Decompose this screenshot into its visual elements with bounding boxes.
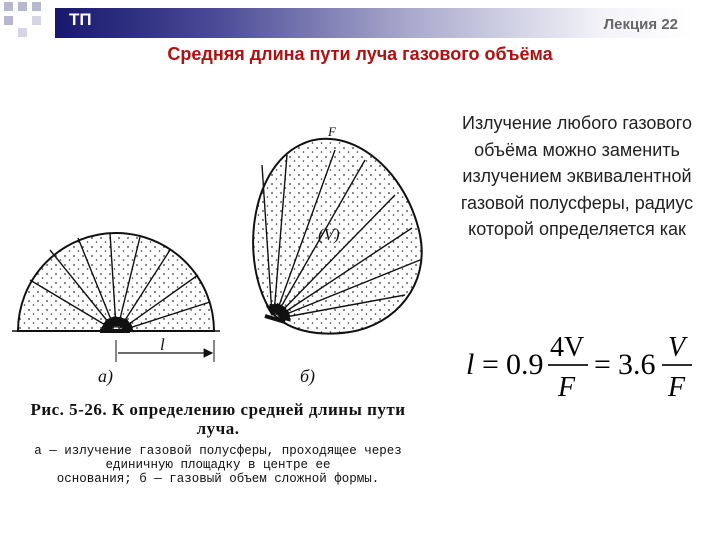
- mean-path-formula: [458, 322, 708, 402]
- slide-title: Средняя длина пути луча газового объёма: [167, 44, 553, 64]
- decorative-squares: [0, 0, 60, 40]
- formula-eq-1: =: [482, 348, 499, 381]
- formula-num-1: 4V: [550, 332, 585, 363]
- formula-coef-1: 0.9: [506, 348, 544, 381]
- course-tag: ТП: [69, 10, 92, 29]
- formula-num-2: V: [668, 332, 686, 363]
- figure-caption: [8, 400, 428, 486]
- label-a: а): [98, 366, 113, 386]
- caption-title: Рис. 5-26. К определению средней длины пути луча.: [30, 400, 406, 438]
- formula-coef-2: 3.6: [618, 348, 656, 381]
- formula-den-2: F: [668, 372, 686, 402]
- header-bar: [55, 8, 695, 38]
- hemisphere-diagram: [12, 233, 220, 387]
- formula-lhs: l: [466, 348, 475, 381]
- volume-label: (V): [318, 225, 340, 244]
- formula-eq-2: =: [594, 348, 611, 381]
- surface-label-f: F: [328, 124, 336, 139]
- dimension-l-label: l: [160, 335, 165, 354]
- formula-den-1: F: [558, 372, 576, 402]
- explanation-text: Излучение любого газового объёма можно заменить излучением эквивалентной газовой полусферы, радиус которой определяется как: [460, 113, 694, 239]
- lecture-number: Лекция 22: [603, 16, 678, 33]
- label-b: б): [300, 366, 316, 386]
- complex-volume-diagram: [253, 124, 422, 387]
- caption-line-1: а — излучение газовой полусферы, проходящее через единичную площадку в центре ее: [34, 444, 402, 472]
- ray-path-figure: [0, 110, 440, 400]
- caption-line-2: основания; б — газовый объем сложной формы.: [56, 472, 380, 486]
